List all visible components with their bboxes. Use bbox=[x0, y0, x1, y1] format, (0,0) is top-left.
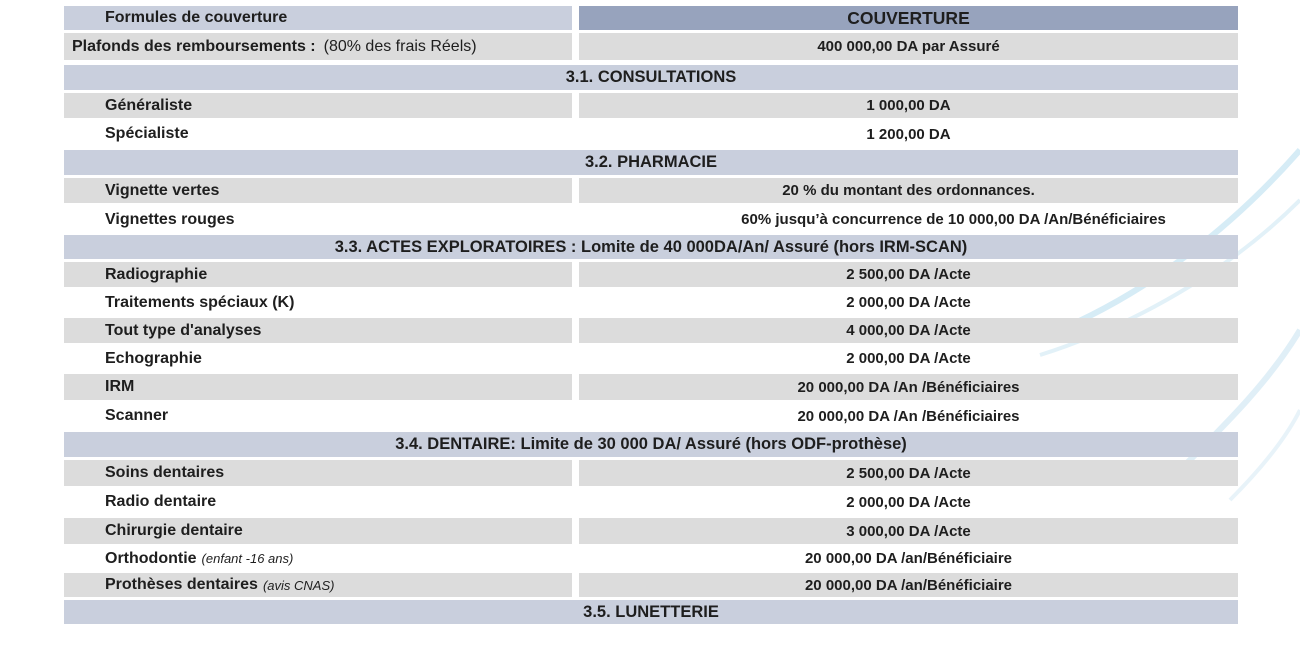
plafond-label: Plafonds des remboursements : bbox=[72, 37, 316, 55]
row-value: 20 000,00 DA /An /Bénéficiaires bbox=[579, 374, 1238, 400]
row-label: Soins dentaires bbox=[64, 460, 572, 486]
row-label: Chirurgie dentaire bbox=[64, 518, 572, 544]
row-value: 2 000,00 DA /Acte bbox=[846, 493, 971, 511]
row-value: 1 200,00 DA bbox=[866, 125, 951, 143]
row-label: Spécialiste bbox=[105, 125, 189, 142]
section-consultations-title: 3.1. CONSULTATIONS bbox=[64, 65, 1238, 90]
row-value: 2 000,00 DA /Acte bbox=[846, 350, 971, 367]
row-label: Vignettes rouges bbox=[105, 210, 235, 228]
row-label: Echographie bbox=[105, 349, 202, 367]
coverage-table bbox=[64, 6, 1238, 624]
row-value: 2 500,00 DA /Acte bbox=[579, 460, 1238, 486]
row-label: Scanner bbox=[105, 407, 169, 424]
section-dentaire-title: 3.4. DENTAIRE: Limite de 30 000 DA/ Assuré (hors ODF-prothèse) bbox=[64, 432, 1238, 457]
row-label-cell bbox=[64, 547, 572, 570]
row-label-note: (enfant -16 ans) bbox=[201, 551, 294, 566]
section-exploratoires-title: 3.3. ACTES EXPLORATOIRES : Lomite de 40 000DA/An/ Assuré (hors IRM-SCAN) bbox=[64, 235, 1238, 259]
row-value: 3 000,00 DA /Acte bbox=[579, 518, 1238, 544]
row-label: Traitements spéciaux (K) bbox=[105, 293, 295, 311]
plafond-value-cell: 400 000,00 DA par Assuré bbox=[579, 33, 1238, 60]
row-value bbox=[579, 206, 1238, 233]
plafond-note: (80% des frais Réels) bbox=[323, 37, 477, 55]
row-label: IRM bbox=[64, 374, 572, 400]
row-label: Vignette vertes bbox=[64, 178, 572, 203]
section-pharmacie-title: 3.2. PHARMACIE bbox=[64, 150, 1238, 175]
row-value-text: 60% jusqu’à concurrence de 10 000,00 DA /An/Bénéficiaires bbox=[741, 211, 1166, 228]
row-value: 20 000,00 DA /An /Bénéficiaires bbox=[797, 407, 1020, 425]
row-label: Généraliste bbox=[64, 93, 572, 118]
header-coverage-cell: COUVERTURE bbox=[579, 6, 1238, 30]
row-label-note: (avis CNAS) bbox=[262, 577, 335, 593]
plafond-label-cell bbox=[64, 33, 572, 60]
header-formulas-cell: Formules de couverture bbox=[64, 6, 572, 30]
row-label: Tout type d'analyses bbox=[64, 318, 572, 343]
row-value: 4 000,00 DA /Acte bbox=[579, 318, 1238, 343]
row-label: Orthodontie bbox=[105, 549, 197, 567]
row-value: 1 000,00 DA bbox=[579, 93, 1238, 118]
row-label: Radiographie bbox=[64, 262, 572, 287]
row-value: 2 500,00 DA /Acte bbox=[579, 262, 1238, 287]
row-value: 20 000,00 DA /an/Bénéficiaire bbox=[579, 573, 1238, 597]
row-label: Prothèses dentaires bbox=[105, 576, 258, 593]
row-value: 20 000,00 DA /an/Bénéficiaire bbox=[804, 550, 1013, 567]
row-label-cell bbox=[64, 573, 572, 597]
row-value: 20 % du montant des ordonnances. bbox=[579, 178, 1238, 203]
section-lunetterie-title: 3.5. LUNETTERIE bbox=[64, 600, 1238, 624]
row-value: 2 000,00 DA /Acte bbox=[846, 294, 971, 311]
row-label: Radio dentaire bbox=[105, 493, 217, 510]
